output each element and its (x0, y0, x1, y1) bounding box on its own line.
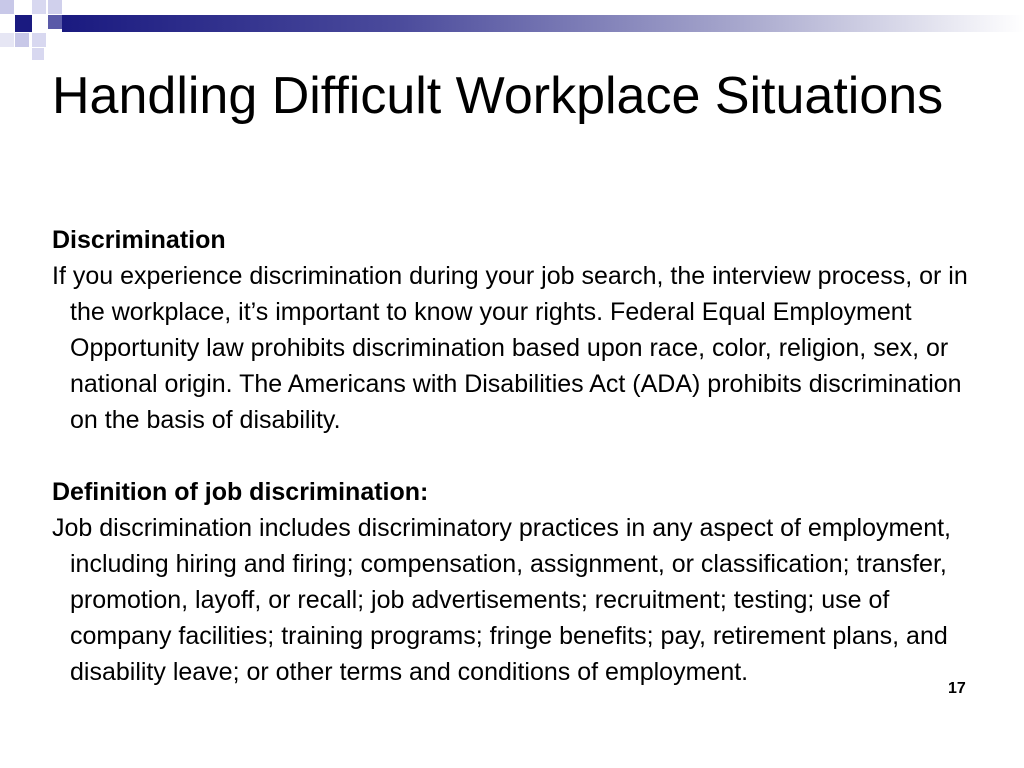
decor-square (48, 15, 62, 29)
decor-square (0, 33, 14, 47)
decor-square (0, 0, 14, 14)
decor-square (32, 33, 46, 47)
decor-square (32, 0, 46, 14)
decor-square (32, 48, 44, 60)
gradient-bar (62, 15, 1024, 32)
decor-square (15, 33, 29, 47)
section-text-discrimination: If you experience discrimination during your job search, the interview process, or in the workplace, it’s important to know your rights. Federal Equal Employment Opportunity law prohibits discrimination based upon race, color, religion, sex, or national origin. The Americans with Disabilities Act (ADA) prohibits discrimination on the basis of disability. (52, 262, 968, 434)
section-text-definition: Job discrimination includes discriminatory practices in any aspect of employment, including hiring and firing; compensation, assignment, or classification; transfer, promotion, layoff, or recall; job advertisements; recruitment; testing; use of company facilities; training programs; fringe benefits; pay, retirement plans, and disability leave; or other terms and conditions of employment. (52, 514, 951, 686)
slide-title: Handling Difficult Workplace Situations (52, 67, 944, 125)
section-heading-definition: Definition of job discrimination: (52, 478, 429, 506)
section-heading-discrimination: Discrimination (52, 226, 226, 254)
decor-square (15, 15, 32, 32)
spacer (52, 438, 972, 474)
slide-body (52, 222, 972, 690)
decor-square (48, 0, 62, 14)
page-number: 17 (948, 680, 966, 697)
